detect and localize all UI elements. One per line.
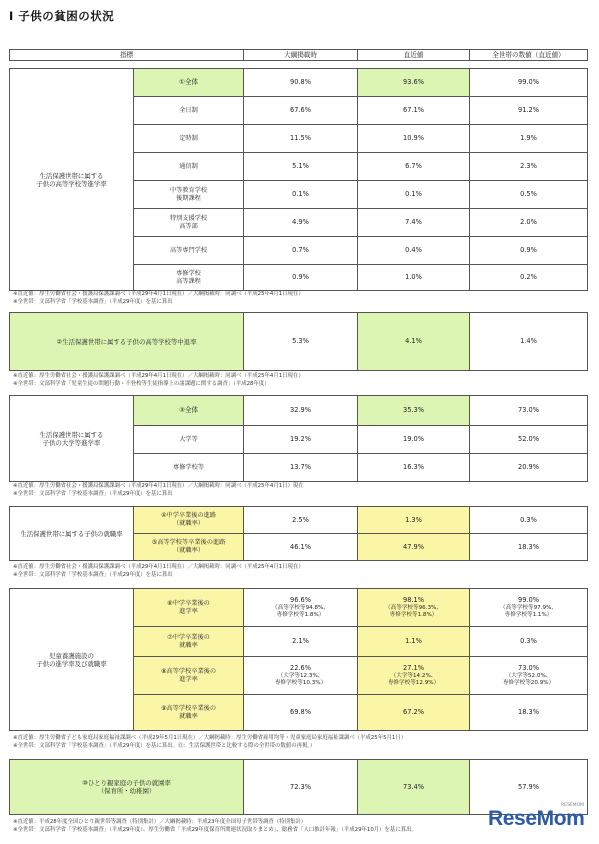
note-line: ※直近値：厚生労働省社会・援護局保護課調べ（平成29年4月1日現在）／大綱掲載時：同調べ（平成25年4月1日現在） — [13, 373, 304, 379]
note-line: ※直近値：厚生労働省社会・援護局保護課調べ（平成29年4月1日現在）／大綱掲載時：同調べ（平成25年4月1日）現在 — [13, 483, 304, 489]
value-latest: 0.1% — [358, 181, 470, 209]
value-main: 96.6% — [290, 596, 311, 605]
value-national: 99.0% — [470, 69, 588, 97]
header-table — [9, 49, 588, 61]
value-main: 99.0% — [518, 596, 539, 605]
row-label: ⑤高等学校等卒業後の進路 （就職率） — [134, 534, 244, 561]
value-national: 2.3% — [470, 153, 588, 181]
header-national: 全世帯の数値（直近値） — [470, 50, 588, 61]
note-line: ※全世帯：文部科学省「児童生徒の問題行動・不登校等生徒指導上の諸課題に関する調査」（平成28年度） — [13, 381, 270, 388]
section-2-notes — [13, 372, 304, 389]
value-main: 22.6% — [290, 664, 311, 673]
section-1-group-label: 生活保護世帯に属する 子供の高等学校等進学率 — [10, 69, 134, 291]
row-label: ⑦中学卒業後の 就職率 — [134, 627, 244, 657]
value-national: 1.9% — [470, 125, 588, 153]
value-latest: 67.1% — [358, 97, 470, 125]
row-label: ⑧高等学校卒業後の 進学率 — [134, 657, 244, 695]
value-detail: （高等学校等94.8%、 専修学校等1.8%） — [272, 604, 329, 618]
value-latest: 6.7% — [358, 153, 470, 181]
value-latest: 1.3% — [358, 507, 470, 534]
value-outline: 2.5% — [244, 507, 358, 534]
value-outline: 19.2% — [244, 426, 358, 454]
value-national: 91.2% — [470, 97, 588, 125]
resemom-logo: ReseMom — [488, 807, 585, 830]
value-outline: 67.6% — [244, 97, 358, 125]
value-latest: 73.4% — [358, 760, 470, 815]
value-latest: 1.1% — [358, 627, 470, 657]
value-latest: 7.4% — [358, 209, 470, 237]
row-label: ⑥中学卒業後の 進学率 — [134, 589, 244, 627]
note-line: ※直近値：平成28年度全国ひとり親世帯等調査（特別集計）／大綱掲載時：平成23年度全国母子世帯等調査（特別集計） — [13, 819, 307, 825]
value-outline: 72.3% — [244, 760, 358, 815]
section-1-table — [9, 68, 588, 291]
row-label: ②生活保護世帯に属する子供の高等学校等中退率 — [10, 313, 244, 371]
value-national: 18.3% — [470, 695, 588, 731]
value-outline: 0.1% — [244, 181, 358, 209]
value-outline: 5.3% — [244, 313, 358, 371]
value-latest: 4.1% — [358, 313, 470, 371]
section-5-group-label: 児童養護施設の 子供の進学率及び就職率 — [10, 589, 134, 731]
value-national: 0.2% — [470, 265, 588, 291]
value-outline: 13.7% — [244, 454, 358, 482]
value-main: 27.1% — [403, 664, 424, 673]
row-label: 全日制 — [134, 97, 244, 125]
value-detail: （高等学校等97.9%、 専修学校等1.1%） — [500, 604, 557, 618]
section-4-table — [9, 506, 588, 561]
value-outline: 32.9% — [244, 396, 358, 426]
value-national — [470, 657, 588, 695]
value-national: 73.0% — [470, 396, 588, 426]
value-outline: 0.9% — [244, 265, 358, 291]
value-latest: 0.4% — [358, 237, 470, 265]
value-outline: 90.8% — [244, 69, 358, 97]
value-latest: 10.9% — [358, 125, 470, 153]
value-detail: （大学等52.0%、 専修学校等20.9%） — [502, 672, 555, 686]
header-latest: 直近値 — [358, 50, 470, 61]
page-title: Ⅰ 子供の貧困の状況 — [9, 9, 115, 23]
row-label: 定時制 — [134, 125, 244, 153]
value-latest: 67.2% — [358, 695, 470, 731]
value-national: 20.9% — [470, 454, 588, 482]
value-main: 73.0% — [518, 664, 539, 673]
row-label: 高等専門学校 — [134, 237, 244, 265]
value-outline: 0.7% — [244, 237, 358, 265]
value-outline: 2.1% — [244, 627, 358, 657]
row-label: ⑨高等学校卒業後の 就職率 — [134, 695, 244, 731]
value-latest — [358, 589, 470, 627]
value-main: 98.1% — [403, 596, 424, 605]
row-label: ③全体 — [134, 396, 244, 426]
row-label: 中等教育学校 後期課程 — [134, 181, 244, 209]
value-national: 57.9% — [470, 760, 588, 815]
row-label: ⑩ひとり親家庭の子供の就園率 （保育所・幼稚園） — [10, 760, 244, 815]
section-3-notes — [13, 482, 304, 499]
section-5-table — [9, 588, 588, 731]
row-label: 大学等 — [134, 426, 244, 454]
note-line: ※全世帯：文部科学省「学校基本調査」（平成29年度）を基に算出 — [13, 299, 173, 306]
value-outline — [244, 589, 358, 627]
section-3-group-label: 生活保護世帯に属する 子供の大学等進学率 — [10, 396, 134, 482]
row-label: ①全体 — [134, 69, 244, 97]
value-national: 52.0% — [470, 426, 588, 454]
note-line: ※全世帯：文部科学省「学校基本調査」（平成29年度）を基に算出 — [13, 491, 173, 498]
note-line: ※全世帯：文部科学省「学校基本調査」（平成29年度）を基に算出。㊟：生活保護世帯と比較する際の全世帯の数値の再掲。） — [13, 743, 316, 750]
value-outline: 46.1% — [244, 534, 358, 561]
value-national: 2.0% — [470, 209, 588, 237]
section-3-table — [9, 395, 588, 482]
value-latest: 19.0% — [358, 426, 470, 454]
value-detail: （大学等14.2%、 専修学校等12.9%） — [387, 672, 440, 686]
section-1-notes — [13, 290, 304, 307]
value-outline — [244, 657, 358, 695]
note-line: ※全世帯：文部科学省「学校基本調査」（平成29年度）を基に算出 — [13, 572, 173, 579]
section-6-notes — [13, 818, 417, 835]
section-2-table — [9, 312, 588, 371]
value-national: 0.9% — [470, 237, 588, 265]
value-national: 1.4% — [470, 313, 588, 371]
row-label: 特別支援学校 高等部 — [134, 209, 244, 237]
value-outline: 5.1% — [244, 153, 358, 181]
note-line: ※全世帯：文部科学省「学校基本調査」（平成29年度）、厚生労働省「平成29年度保育所関連状況取りまとめ」、総務省「人口推計年報」（平成29年10月）を基に算出。 — [13, 827, 417, 834]
value-outline: 4.9% — [244, 209, 358, 237]
section-5-notes — [13, 734, 406, 751]
row-label: 専修学校等 — [134, 454, 244, 482]
note-line: ※直近値：厚生労働省子ども家庭局家庭福祉課調べ（平成29年5月1日現在）／大綱掲載時：厚生労働省雇用均等・児童家庭局家庭福祉課調べ（平成25年5月1日） — [13, 735, 407, 741]
section-4-group-label: 生活保護世帯に属する子供の就職率 — [10, 507, 134, 561]
value-latest: 16.3% — [358, 454, 470, 482]
note-line: ※直近値：厚生労働省社会・援護局保護課調べ（平成29年4月1日現在）／大綱掲載時：同調べ（平成25年4月1日現在） — [13, 291, 304, 297]
watermark-sub: RESEMOM — [561, 803, 584, 808]
value-latest: 47.9% — [358, 534, 470, 561]
value-detail: （大学等12.3%、 専修学校等10.3%） — [274, 672, 327, 686]
value-latest: 93.6% — [358, 69, 470, 97]
value-national: 0.3% — [470, 507, 588, 534]
value-national: 0.5% — [470, 181, 588, 209]
value-national: 18.3% — [470, 534, 588, 561]
row-label: 専修学校 高等課程 — [134, 265, 244, 291]
value-latest: 35.3% — [358, 396, 470, 426]
value-outline: 69.8% — [244, 695, 358, 731]
note-line: ※直近値：厚生労働省社会・援護局保護課調べ（平成29年4月1日現在）／大綱掲載時：同調べ（平成25年4月1日現在） — [13, 564, 304, 570]
header-outline: 大綱掲載時 — [244, 50, 358, 61]
value-detail: （高等学校等96.3%、 専修学校等1.8%） — [385, 604, 442, 618]
value-latest — [358, 657, 470, 695]
row-label: 通信制 — [134, 153, 244, 181]
value-outline: 11.5% — [244, 125, 358, 153]
value-national — [470, 589, 588, 627]
header-indicator: 指標 — [10, 50, 244, 61]
row-label: ④中学卒業後の進路 （就職率） — [134, 507, 244, 534]
value-latest: 1.0% — [358, 265, 470, 291]
section-4-notes — [13, 563, 304, 580]
value-national: 0.3% — [470, 627, 588, 657]
